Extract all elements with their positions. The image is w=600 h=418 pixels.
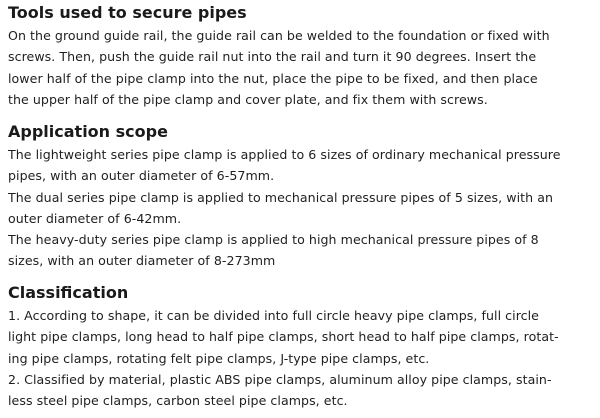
section-heading: Classification — [8, 283, 129, 302]
section-paragraph — [8, 305, 559, 411]
text-line: 1. According to shape, it can be divided into full circle heavy pipe clamps, full circle — [8, 308, 539, 323]
section-classification — [8, 282, 559, 411]
text-line: screws. Then, push the guide rail nut into the rail and turn it 90 degrees. Insert the — [8, 49, 537, 65]
section-paragraph — [8, 144, 561, 272]
section-heading: Application scope — [8, 122, 168, 141]
text-line: The dual series pipe clamp is applied to mechanical pressure pipes of 5 sizes, with an — [8, 189, 554, 205]
text-line: ing pipe clamps, rotating felt pipe clamps, J-type pipe clamps, etc. — [8, 350, 430, 366]
text-line: pipes, with an outer diameter of 6-57mm. — [8, 168, 275, 184]
text-line: light pipe clamps, long head to half pipe clamps, short head to half pipe clamps, rotat- — [8, 329, 559, 345]
text-line: The lightweight series pipe clamp is applied to 6 sizes of ordinary mechanical pressure — [8, 147, 561, 162]
section-tools — [8, 2, 550, 110]
section-paragraph — [8, 25, 550, 110]
text-line: On the ground guide rail, the guide rail can be welded to the foundation or fixed with — [8, 28, 550, 43]
text-line: outer diameter of 6-42mm. — [8, 210, 182, 226]
section-application-scope — [8, 121, 561, 272]
text-line: lower half of the pipe clamp into the nut, place the pipe to be fixed, and then place — [8, 70, 538, 86]
text-line: sizes, with an outer diameter of 8-273mm — [8, 253, 276, 269]
text-line: less steel pipe clamps, carbon steel pipe clamps, etc. — [8, 393, 348, 409]
text-line: The heavy-duty series pipe clamp is applied to high mechanical pressure pipes of 8 — [8, 232, 539, 248]
text-line: 2. Classified by material, plastic ABS pipe clamps, aluminum alloy pipe clamps, stain- — [8, 371, 552, 387]
text-line: the upper half of the pipe clamp and cover plate, and fix them with screws. — [8, 91, 488, 107]
section-heading: Tools used to secure pipes — [8, 3, 247, 22]
